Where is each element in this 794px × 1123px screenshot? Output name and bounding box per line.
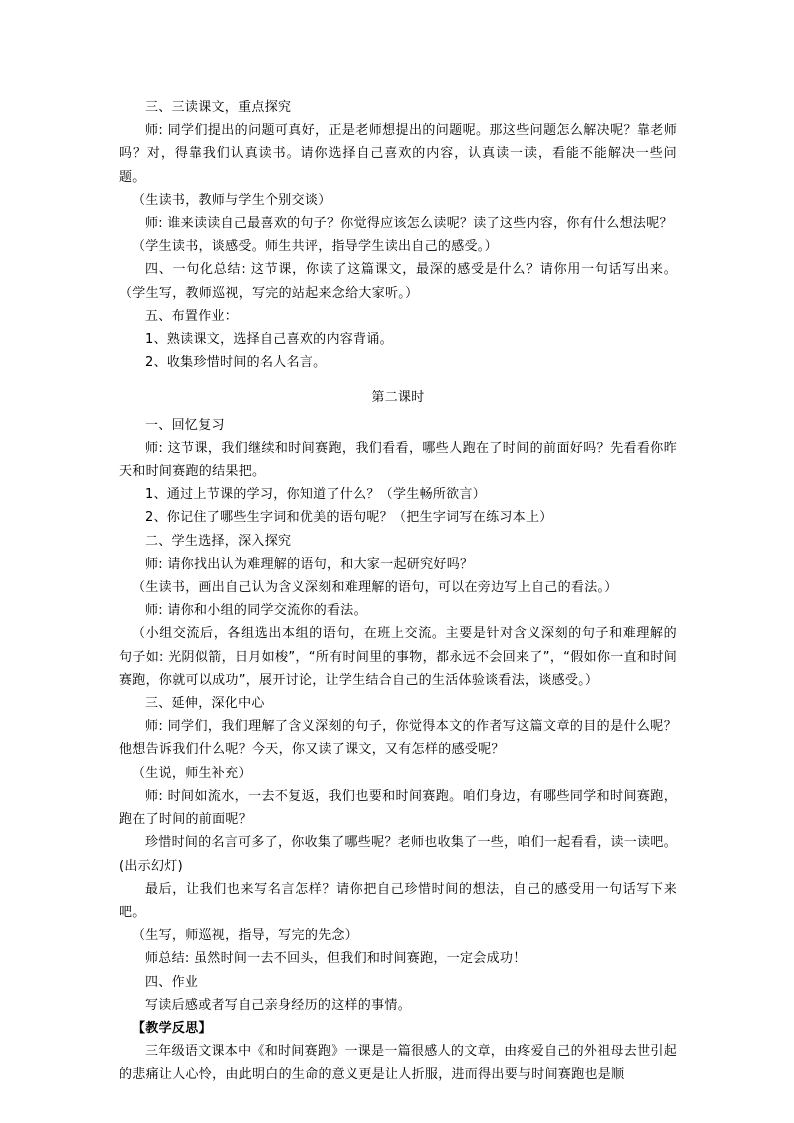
list-item: 2、收集珍惜时间的名人名言。	[145, 355, 327, 371]
paragraph: 珍惜时间的名言可多了，你收集了哪些呢？老师也收集了一些，咱们一起看看，读一读吧。(出示幻灯)	[119, 835, 678, 874]
section-heading: 一、回忆复习	[145, 417, 225, 433]
list-item: 1、熟读课文，选择自己喜欢的内容背诵。	[145, 332, 393, 348]
section-heading: 四、作业	[145, 974, 199, 990]
section-heading: 三、延伸，深化中心	[145, 696, 265, 712]
section-heading: 四、一句化总结: 这节课，你读了这篇课文，最深的感受是什么？请你用一句话写出来。（学生写，教师巡视，写完的站起来念给大家听。）	[119, 262, 677, 301]
section-heading: 二、学生选择，深入探究	[145, 533, 292, 549]
paragraph: （生说，师生补充）	[132, 765, 252, 781]
paragraph: 师: 同学们提出的问题可真好，正是老师想提出的问题呢。那这些问题怎么解决呢？靠老师吗？对，得靠我们认真读书。请你选择自己喜欢的内容，认真读一读，看能不能解决一些问题。	[119, 123, 677, 185]
paragraph: 师: 同学们，我们理解了含义深刻的句子，你觉得本文的作者写这篇文章的目的是什么呢？他想告诉我们什么呢？今天，你又读了课文，又有怎样的感受呢？	[119, 719, 677, 758]
paragraph: 三年级语文课本中《和时间赛跑》一课是一篇很感人的文章，由疼爱自己的外祖母去世引起的悲痛让人心怜，由此明白的生命的意义更是让人折服，进而得出要与时间赛跑也是顺	[119, 1044, 678, 1083]
paragraph: 师: 请你找出认为难理解的语句，和大家一起研究好吗？	[145, 556, 474, 572]
paragraph: 师总结: 虽然时间一去不回头，但我们和时间赛跑，一定会成功！	[145, 951, 527, 967]
list-item: 2、你记住了哪些生字词和优美的语句呢？（把生字词写在练习本上）	[145, 510, 553, 526]
paragraph: （生写，师巡视，指导，写完的先念）	[132, 928, 359, 944]
paragraph: 写读后感或者写自己亲身经历的这样的事情。	[145, 997, 412, 1013]
paragraph: 师: 这节课，我们继续和时间赛跑，我们看看，哪些人跑在了时间的前面好吗？先看看你昨天和时间赛跑的结果把。	[119, 440, 677, 480]
paragraph: （生读书，画出自己认为含义深刻和难理解的语句，可以在旁边写上自己的看法。）	[132, 580, 618, 596]
paragraph: 师: 时间如流水，一去不复返，我们也要和时间赛跑。咱们身边，有哪些同学和时间赛跑，跑在了时间的前面呢？	[119, 788, 677, 828]
paragraph: 师: 请你和小组的同学交流你的看法。	[145, 603, 367, 619]
section-heading: 五、布置作业：	[145, 308, 239, 324]
lesson-title: 第二课时	[371, 390, 425, 406]
section-heading: 三、三读课文，重点探究	[145, 100, 292, 115]
reflection-heading: 【教学反思】	[132, 1020, 212, 1036]
paragraph: （生读书，教师与学生个别交谈）	[132, 192, 332, 208]
document-page	[119, 96, 677, 1087]
paragraph: （学生读书，谈感受。师生共评，指导学生读出自己的感受。）	[132, 239, 498, 255]
paragraph: 最后，让我们也来写名言怎样？请你把自己珍惜时间的想法，自己的感受用一句话写下来吧。	[119, 881, 677, 920]
paragraph: （小组交流后，各组选出本组的语句，在班上交流。主要是针对含义深刻的句子和难理解的句子如: 光阴似箭，日月如梭”，“所有时间里的事物，都永远不会回来了”，“假如你一直和时间赛跑，你就可以成功”，展开讨论，让学生结合自己的生活体验谈看法，谈感受。）	[119, 626, 677, 688]
paragraph: 师: 谁来读读自己最喜欢的句子？你觉得应该怎么读呢？读了这些内容，你有什么想法呢？	[145, 216, 673, 232]
list-item: 1、通过上节课的学习，你知道了什么？（学生畅所欲言）	[145, 487, 487, 503]
